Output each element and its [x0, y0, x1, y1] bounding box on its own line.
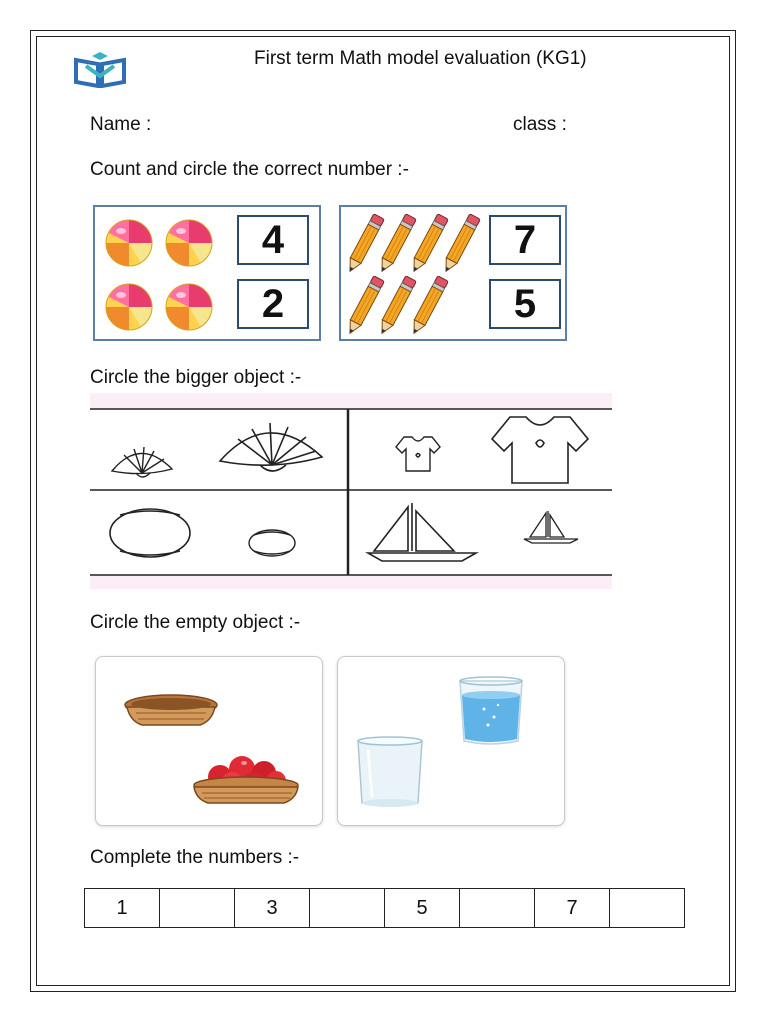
sequence-blank-cell-6[interactable]: [460, 889, 535, 928]
name-label: Name :: [90, 114, 152, 135]
pencils-count-box: [339, 205, 567, 341]
page-title: First term Math model evaluation (KG1): [254, 48, 587, 69]
number-sequence-table: [84, 888, 685, 928]
small-ball-icon: [249, 530, 295, 556]
bigger-object-grid: [90, 393, 612, 589]
small-shell-icon: [112, 447, 172, 477]
big-ball-icon: [110, 509, 190, 557]
complete-instruction: Complete the numbers :-: [90, 847, 300, 868]
small-sailboat-icon: [524, 511, 578, 543]
sequence-blank-cell-4[interactable]: [310, 889, 385, 928]
glasses-card: [337, 656, 565, 826]
pencils-group: [345, 211, 487, 339]
school-logo-icon: [72, 52, 128, 88]
apples-basket-icon: [194, 756, 298, 803]
count-instruction: Count and circle the correct number :-: [90, 159, 409, 180]
sequence-blank-cell-8[interactable]: [610, 889, 685, 928]
baskets-illustration: [96, 657, 322, 825]
big-sailboat-icon: [368, 503, 476, 561]
number-option-4[interactable]: 4: [237, 215, 309, 265]
big-shell-icon: [220, 423, 322, 471]
sequence-blank-cell-2[interactable]: [160, 889, 235, 928]
empty-glass-icon: [358, 737, 422, 807]
beach-ball-icon: [166, 284, 212, 330]
number-option-7[interactable]: 7: [489, 215, 561, 265]
baskets-card: [95, 656, 323, 826]
beach-ball-icon: [106, 284, 152, 330]
number-option-5[interactable]: 5: [489, 279, 561, 329]
small-tshirt-icon: [396, 437, 440, 471]
water-glass-icon: [460, 677, 522, 744]
balls-count-box: [93, 205, 321, 341]
beach-balls-group: [103, 213, 233, 337]
glasses-illustration: [338, 657, 564, 825]
beach-ball-icon: [106, 220, 152, 266]
sequence-cell-5: 5: [385, 889, 460, 928]
empty-basket-icon: [125, 695, 217, 725]
sequence-cell-3: 3: [235, 889, 310, 928]
class-label: class :: [513, 114, 567, 135]
big-tshirt-icon: [492, 417, 588, 483]
sequence-cell-7: 7: [535, 889, 610, 928]
empty-instruction: Circle the empty object :-: [90, 612, 301, 633]
bigger-instruction: Circle the bigger object :-: [90, 367, 302, 388]
sequence-cell-1: 1: [85, 889, 160, 928]
beach-ball-icon: [166, 220, 212, 266]
number-option-2[interactable]: 2: [237, 279, 309, 329]
